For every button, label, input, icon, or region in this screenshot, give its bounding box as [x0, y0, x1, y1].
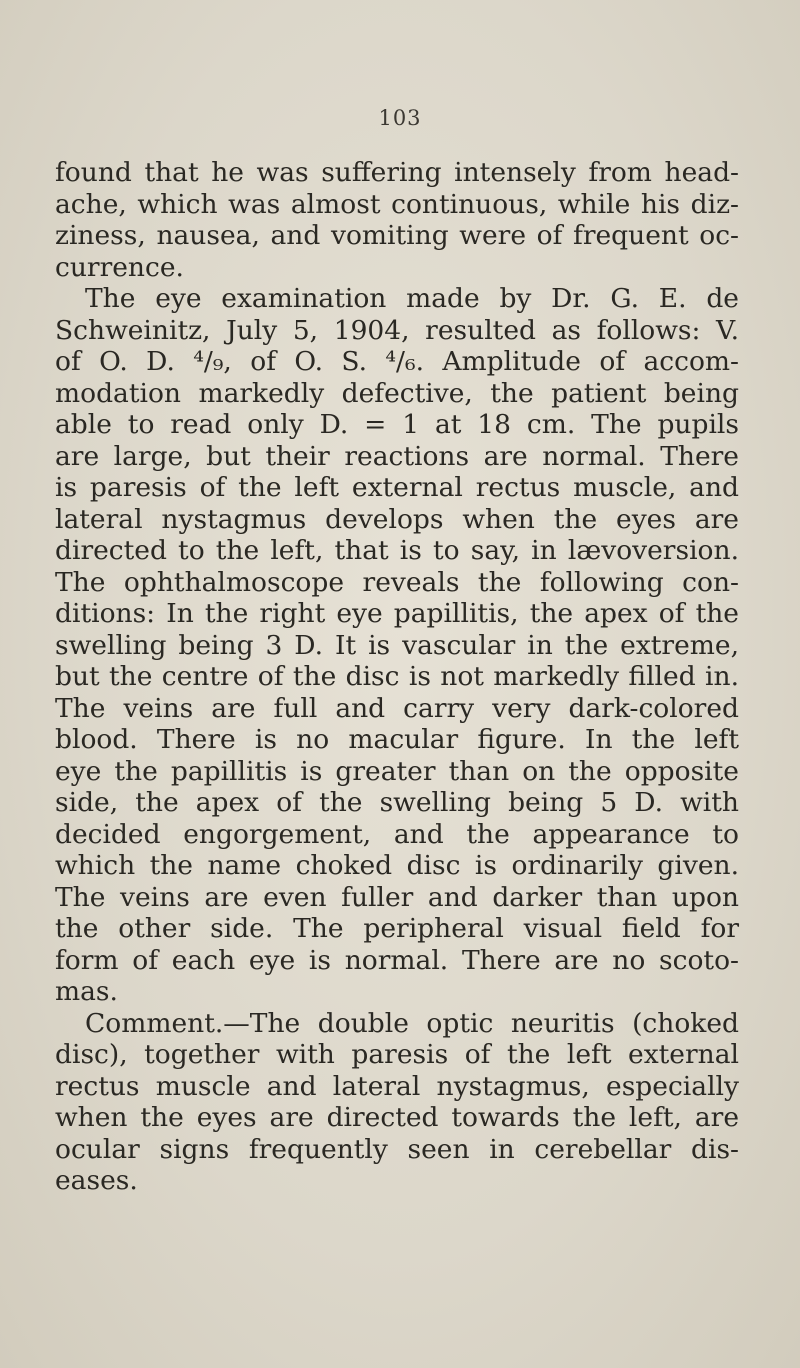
- text-line: form of each eye is normal. There are no scoto-: [55, 944, 739, 976]
- text-line: which the name choked disc is ordinarily given.: [55, 850, 739, 881]
- text-line: found that he was suffering intensely from head-: [55, 157, 739, 188]
- text-line: The veins are even fuller and darker than upon: [55, 881, 739, 913]
- text-line: side, the apex of the swelling being 5 D. with: [55, 787, 739, 818]
- page-number: 103: [378, 106, 422, 130]
- text-line: disc), together with paresis of the left external: [55, 1039, 739, 1070]
- text-line: is paresis of the left external rectus muscle, and: [55, 472, 739, 503]
- text-line: but the centre of the disc is not markedly filled in.: [55, 661, 739, 692]
- text-line: ditions: In the right eye papillitis, the apex of the: [55, 598, 739, 629]
- text-line: the other side. The peripheral visual field for: [55, 913, 739, 944]
- text-line: eases.: [55, 1165, 138, 1196]
- text-line: are large, but their reactions are normal. There: [55, 440, 739, 472]
- body-text: [55, 157, 739, 1197]
- text-line: currence.: [55, 251, 184, 283]
- text-line: eye the papillitis is greater than on the opposite: [55, 755, 739, 787]
- text-line: modation markedly defective, the patient being: [55, 377, 739, 409]
- text-line: The ophthalmoscope reveals the following con-: [55, 566, 739, 598]
- text-line: rectus muscle and lateral nystagmus, especially: [55, 1070, 739, 1102]
- text-line: The veins are full and carry very dark-colored: [55, 692, 739, 724]
- text-line: when the eyes are directed towards the left, are: [55, 1102, 739, 1133]
- text-line: ache, which was almost continuous, while his diz-: [55, 188, 739, 220]
- text-line: mas.: [55, 976, 118, 1007]
- text-line: of O. D. ⁴/₉, of O. S. ⁴/₆. Amplitude of accom-: [55, 346, 739, 377]
- text-line: able to read only D. = 1 at 18 cm. The pupils: [55, 409, 739, 440]
- text-line: swelling being 3 D. It is vascular in the extreme,: [55, 629, 739, 661]
- text-line: decided engorgement, and the appearance to: [55, 818, 739, 850]
- text-line: directed to the left, that is to say, in lævoversion.: [55, 535, 739, 566]
- text-line: ocular signs frequently seen in cerebellar dis-: [55, 1133, 739, 1165]
- paragraph-start-line: Comment.—The double optic neuritis (choked: [85, 1007, 739, 1039]
- text-line: lateral nystagmus develops when the eyes are: [55, 503, 739, 535]
- text-line: ziness, nausea, and vomiting were of frequent oc-: [55, 220, 739, 251]
- paragraph-start-line: The eye examination made by Dr. G. E. de: [85, 283, 739, 314]
- text-line: Schweinitz, July 5, 1904, resulted as follows: V.: [55, 314, 739, 346]
- text-line: blood. There is no macular figure. In the left: [55, 724, 739, 755]
